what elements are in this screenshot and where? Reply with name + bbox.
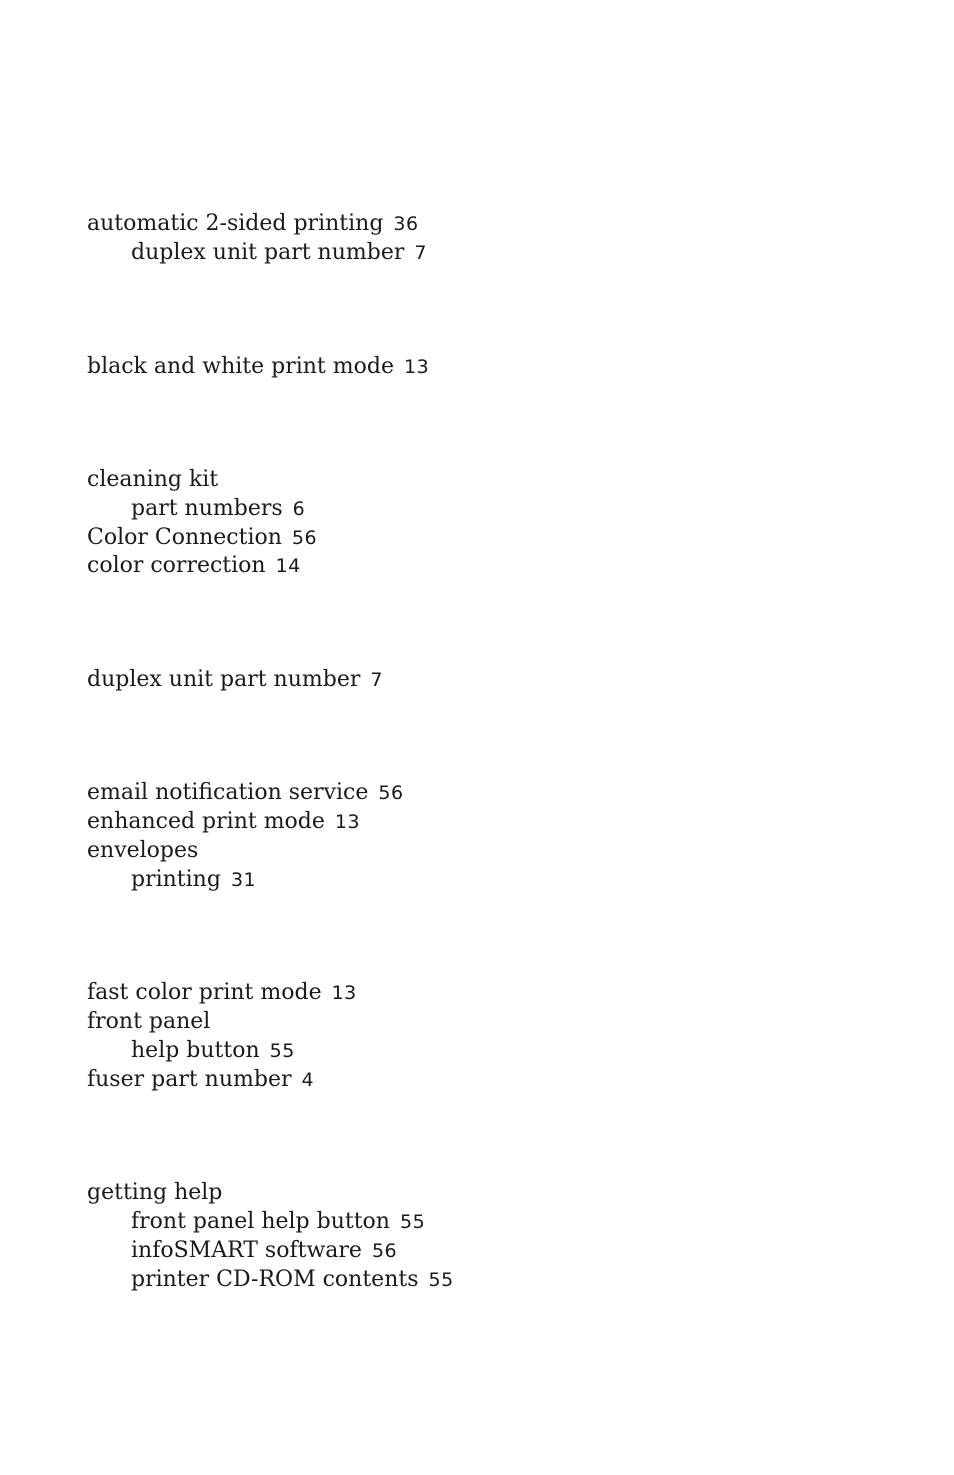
index-subentry — [131, 240, 427, 266]
page-reference: 31 — [230, 869, 257, 891]
index-entry — [87, 838, 198, 864]
index-entry — [87, 211, 419, 237]
index-term: black and white print mode — [87, 354, 394, 379]
page-reference: 56 — [378, 782, 404, 804]
index-entry — [87, 525, 317, 551]
index-entry — [87, 667, 383, 693]
page-reference: 56 — [371, 1240, 398, 1262]
page-reference: 7 — [414, 242, 427, 264]
index-term: help button — [131, 1038, 260, 1063]
index-entry — [87, 467, 218, 493]
index-term: enhanced print mode — [87, 809, 325, 834]
index-entry — [87, 354, 429, 380]
page-reference: 13 — [334, 811, 361, 833]
page-reference: 6 — [292, 498, 306, 520]
index-term: infoSMART software — [131, 1238, 362, 1263]
page-reference: 36 — [393, 213, 419, 235]
index-subentry — [131, 1238, 397, 1264]
page-reference: 55 — [428, 1269, 454, 1291]
page-reference: 13 — [403, 356, 430, 378]
index-term: Color Connection — [87, 525, 282, 550]
page-reference: 7 — [370, 669, 383, 691]
index-entry — [87, 1067, 314, 1093]
index-term: fuser part number — [87, 1067, 292, 1092]
index-term: printer CD-ROM contents — [131, 1267, 419, 1292]
index-entry — [87, 780, 404, 806]
index-subentry — [131, 867, 256, 893]
index-subentry — [131, 1038, 295, 1064]
index-term: email notification service — [87, 780, 369, 805]
index-term: cleaning kit — [87, 467, 219, 492]
index-term: color correction — [87, 553, 266, 578]
index-term: automatic 2-sided printing — [87, 211, 384, 236]
page-reference: 55 — [269, 1040, 295, 1062]
index-term: front panel help button — [131, 1209, 390, 1234]
index-subentry — [131, 1209, 425, 1235]
index-term: duplex unit part number — [131, 240, 405, 265]
index-term: front panel — [87, 1009, 211, 1034]
index-entry — [87, 809, 360, 835]
index-term: fast color print mode — [87, 980, 322, 1005]
page-reference: 4 — [301, 1069, 315, 1091]
page-reference: 55 — [399, 1211, 426, 1233]
index-subentry — [131, 1267, 454, 1293]
index-term: printing — [131, 867, 221, 892]
index-term: duplex unit part number — [87, 667, 361, 692]
page-reference: 13 — [331, 982, 357, 1004]
index-term: part numbers — [131, 496, 283, 521]
index-entry — [87, 1009, 210, 1035]
index-entry — [87, 980, 357, 1006]
page-reference: 14 — [275, 555, 301, 577]
page-reference: 56 — [291, 527, 318, 549]
index-term: getting help — [87, 1180, 223, 1205]
index-entry — [87, 1180, 222, 1206]
index-term: envelopes — [87, 838, 199, 863]
index-entry — [87, 553, 301, 579]
index-subentry — [131, 496, 305, 522]
